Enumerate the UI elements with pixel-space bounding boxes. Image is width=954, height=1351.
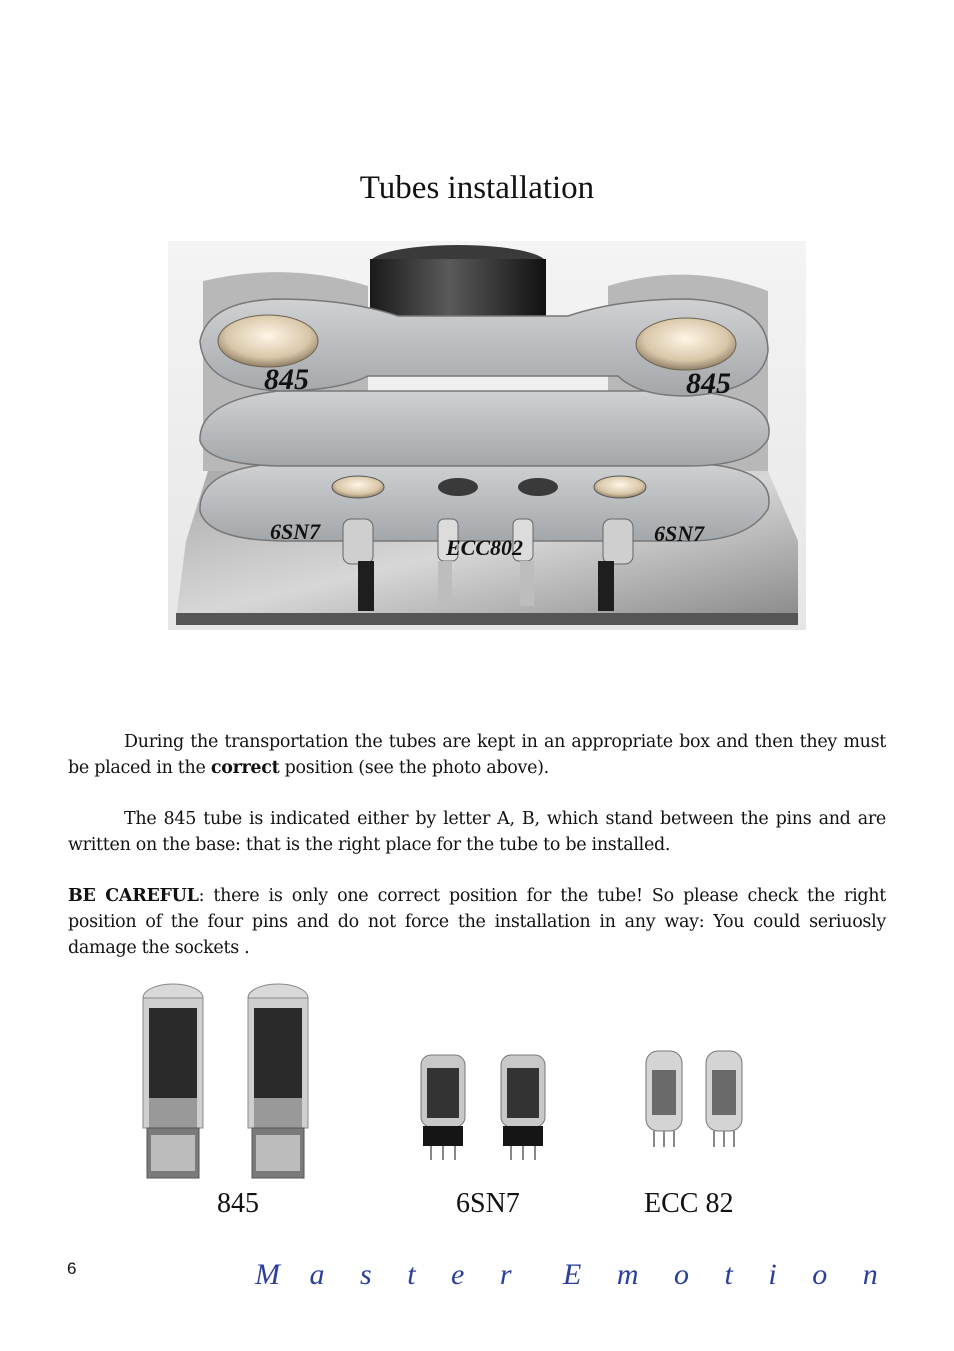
footer-letter: o bbox=[812, 1258, 828, 1291]
footer-letter: s bbox=[360, 1258, 372, 1291]
paragraph-transport bbox=[68, 729, 886, 781]
warning-text: BE CAREFUL bbox=[68, 886, 199, 906]
photo-label-6sn7-left: 6SN7 bbox=[270, 519, 321, 544]
footer-letter: r bbox=[499, 1258, 512, 1291]
footer-brand bbox=[255, 1258, 878, 1292]
footer-letter: t bbox=[724, 1258, 733, 1291]
footer-letter: o bbox=[674, 1258, 690, 1291]
tube-label-ecc82: ECC 82 bbox=[644, 1188, 734, 1219]
footer-letter: M bbox=[255, 1258, 280, 1291]
footer-letter: m bbox=[616, 1258, 639, 1291]
tube-845-image bbox=[135, 980, 315, 1185]
page-number: 6 bbox=[67, 1259, 77, 1278]
tube-ecc82-image bbox=[640, 1045, 750, 1155]
footer-letter: t bbox=[407, 1258, 416, 1291]
photo-label-845-right: 845 bbox=[686, 367, 731, 400]
paragraph-text: The 845 tube is indicated either by letter A, B, which stand between the pins and are written on the base: that is the right place for the tube to be installed. bbox=[68, 809, 886, 855]
paragraph-text: : there is only one correct position for the tube! So please check the right position of the four pins and do not force the installation in any way: You could seriuosly damage the sockets . bbox=[68, 886, 886, 958]
tube-6sn7-image bbox=[413, 1050, 553, 1165]
paragraph-845-indication bbox=[68, 806, 886, 858]
bold-text: correct bbox=[210, 758, 280, 778]
amplifier-photo bbox=[168, 241, 806, 630]
footer-letter: a bbox=[309, 1258, 325, 1291]
footer-letter: E bbox=[563, 1258, 582, 1291]
paragraph-be-careful bbox=[68, 883, 886, 961]
tube-label-6sn7: 6SN7 bbox=[456, 1188, 520, 1219]
photo-label-845-left: 845 bbox=[264, 363, 309, 396]
footer-letter: i bbox=[768, 1258, 777, 1291]
photo-label-ecc802: ECC802 bbox=[446, 535, 524, 560]
footer-letter: e bbox=[451, 1258, 465, 1291]
paragraph-text: During the transportation the tubes are kept in an appropriate box and then they must be placed in the bbox=[68, 732, 886, 778]
footer-letter: n bbox=[862, 1258, 878, 1291]
photo-label-6sn7-right: 6SN7 bbox=[654, 521, 705, 546]
paragraph-text: position (see the photo above). bbox=[279, 758, 549, 778]
page-title: Tubes installation bbox=[359, 170, 595, 206]
tube-label-845: 845 bbox=[217, 1188, 259, 1219]
